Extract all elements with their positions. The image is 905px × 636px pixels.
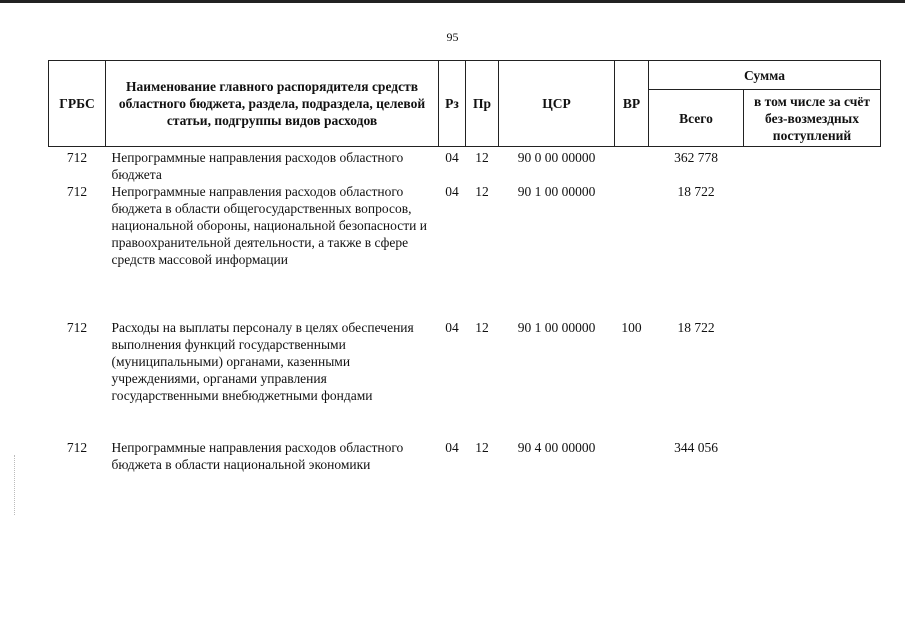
cell-name: Расходы на выплаты персоналу в целях обеспечения выполнения функций государственными (муниципальными) органами, казенными учреждениями, органами управления государственными внебюджетными фондами [111, 320, 414, 403]
header-total: Всего [649, 90, 744, 147]
header-including: в том числе за счёт без-возмездных поступлений [744, 90, 881, 147]
header-csr: ЦСР [499, 61, 615, 147]
cell-grbs: 712 [66, 440, 88, 455]
cell-total: 344 056 [674, 440, 718, 455]
cell-csr: 90 1 00 00000 [517, 320, 596, 335]
cell-including [744, 183, 881, 319]
cell-including [744, 147, 881, 184]
cell-pr: 12 [475, 184, 489, 199]
header-pr: Пр [466, 61, 499, 147]
cell-including [744, 319, 881, 439]
cell-grbs: 712 [66, 150, 88, 165]
page-number: 95 [446, 30, 459, 44]
cell-including [744, 439, 881, 499]
cell-rz: 04 [445, 150, 459, 165]
cell-vr [615, 183, 649, 319]
top-border-line [0, 0, 905, 3]
cell-rz: 04 [445, 320, 459, 335]
cell-vr [615, 439, 649, 499]
header-sum: Сумма [649, 61, 881, 90]
header-vr: ВР [615, 61, 649, 147]
cell-csr: 90 4 00 00000 [517, 440, 596, 455]
cell-csr: 90 1 00 00000 [517, 184, 596, 199]
table-row [49, 319, 881, 439]
cell-total: 18 722 [677, 184, 715, 199]
cell-rz: 04 [445, 184, 459, 199]
budget-table [48, 60, 881, 499]
table-header-row [49, 61, 881, 90]
header-grbs: ГРБС [49, 61, 106, 147]
cell-rz: 04 [445, 440, 459, 455]
table-row [49, 147, 881, 184]
cell-vr: 100 [621, 320, 642, 335]
scan-margin-marks [14, 455, 21, 515]
cell-grbs: 712 [66, 320, 88, 335]
cell-name: Непрограммные направления расходов областного бюджета в области общегосударственных вопросов, национальной обороны, национальной безопасности и правоохранительной деятельности, а также в сфере средств массовой информации [111, 184, 427, 267]
cell-name: Непрограммные направления расходов областного бюджета в области национальной экономики [111, 440, 404, 472]
cell-grbs: 712 [66, 184, 88, 199]
cell-total: 362 778 [674, 150, 718, 165]
cell-total: 18 722 [677, 320, 715, 335]
cell-pr: 12 [475, 440, 489, 455]
cell-name: Непрограммные направления расходов областного бюджета [111, 150, 404, 182]
cell-csr: 90 0 00 00000 [517, 150, 596, 165]
header-rz: Рз [439, 61, 466, 147]
cell-pr: 12 [475, 320, 489, 335]
cell-vr [615, 147, 649, 184]
cell-pr: 12 [475, 150, 489, 165]
header-name: Наименование главного распорядителя средств областного бюджета, раздела, подраздела, целевой статьи, подгруппы видов расходов [106, 61, 439, 147]
table-row [49, 439, 881, 499]
table-row [49, 183, 881, 319]
